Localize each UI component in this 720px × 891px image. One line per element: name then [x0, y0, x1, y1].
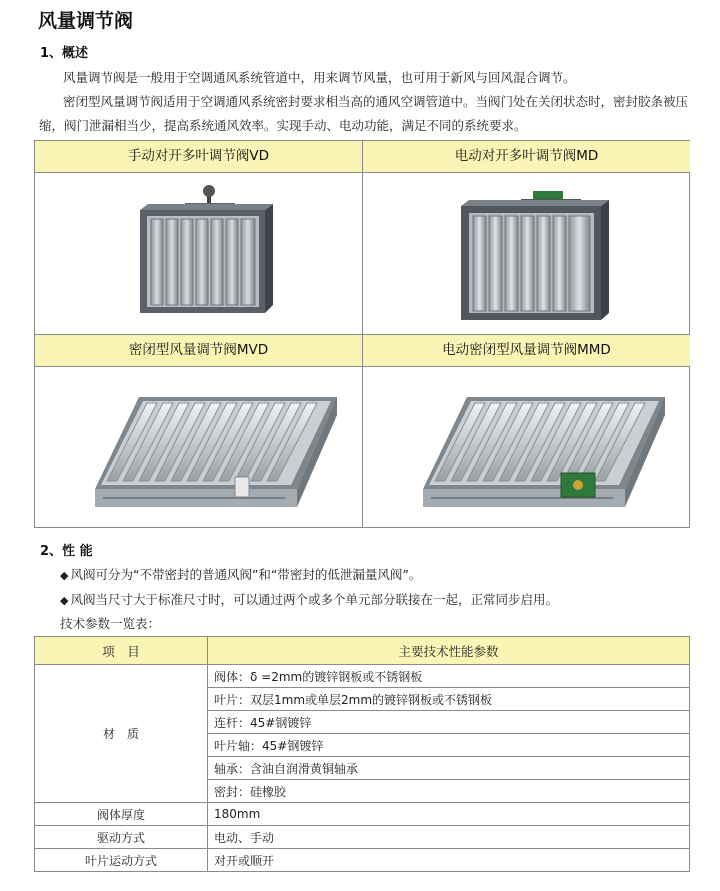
table-row: [35, 849, 690, 872]
table-cell: 叶片轴：45#钢镀锌: [208, 734, 690, 757]
section-2-heading: 2、性 能: [40, 544, 93, 559]
product-cell-vd: [35, 141, 362, 338]
table-cell: 密封：硅橡胶: [208, 780, 690, 803]
table-row: [35, 803, 690, 826]
table-cell: 阀体：δ =2mm的镀锌钢板或不锈钢板: [208, 665, 690, 688]
spec-table: [34, 636, 690, 872]
table-cell: 180mm: [208, 803, 690, 826]
table-cell: 叶片：双层1mm或单层2mm的镀锌钢板或不锈钢板: [208, 688, 690, 711]
table-cell: 对开或顺开: [208, 849, 690, 872]
table-cell: 轴承：含油自润滑黄铜轴承: [208, 757, 690, 780]
table-header-row: [35, 637, 690, 665]
product-image-md: [363, 173, 690, 338]
product-cell-md: [363, 141, 690, 338]
product-title: 手动对开多叶调节阀VD: [35, 141, 362, 173]
product-title: 电动对开多叶调节阀MD: [363, 141, 690, 173]
table-cell: 连杆：45#钢镀锌: [208, 711, 690, 734]
product-grid: [34, 140, 690, 528]
table-cell-item: 阀体厚度: [35, 803, 208, 826]
product-title: 电动密闭型风量调节阀MMD: [363, 335, 690, 367]
intro-paragraph-2: 密闭型风量调节阀适用于空调通风系统密封要求相当高的通风空调管道中。当阀门处在关闭状态时，密封胶条被压缩，阀门泄漏相当少，提高系统通风效率。实现手动、电动功能，满足不同的系统要求。: [39, 94, 689, 133]
product-image-mmd: [363, 367, 690, 532]
product-image-mvd: [35, 367, 362, 532]
table-row: [35, 826, 690, 849]
bullet-2: ◆ 风阀当尺寸大于标准尺寸时，可以通过两个或多个单元部分联接在一起，正常同步启用。: [60, 592, 558, 607]
material-label: 材 质: [35, 665, 208, 803]
page-title: 风量调节阀: [38, 10, 134, 32]
product-title: 密闭型风量调节阀MVD: [35, 335, 362, 367]
table-caption: 技术参数一览表：: [60, 616, 161, 631]
table-cell-item: 驱动方式: [35, 826, 208, 849]
bullet-1: ◆ 风阀可分为“不带密封的普通风阀”和“带密封的低泄漏量风阀”。: [60, 567, 422, 582]
intro-paragraph-1: 风量调节阀是一般用于空调通风系统管道中，用来调节风量，也可用于新风与回风混合调节。: [63, 70, 576, 85]
product-image-vd: [35, 173, 362, 338]
table-cell: 电动、手动: [208, 826, 690, 849]
product-cell-mvd: [35, 335, 362, 532]
product-cell-mmd: [363, 335, 690, 532]
diamond-bullet-icon: ◆: [60, 569, 69, 582]
diamond-bullet-icon: ◆: [60, 594, 69, 607]
section-1-heading: 1、概述: [40, 46, 89, 61]
table-cell-item: 叶片运动方式: [35, 849, 208, 872]
column-header-params: 主要技术性能参数: [208, 637, 690, 665]
column-header-item: 项 目: [35, 637, 208, 665]
table-row: [35, 665, 690, 688]
